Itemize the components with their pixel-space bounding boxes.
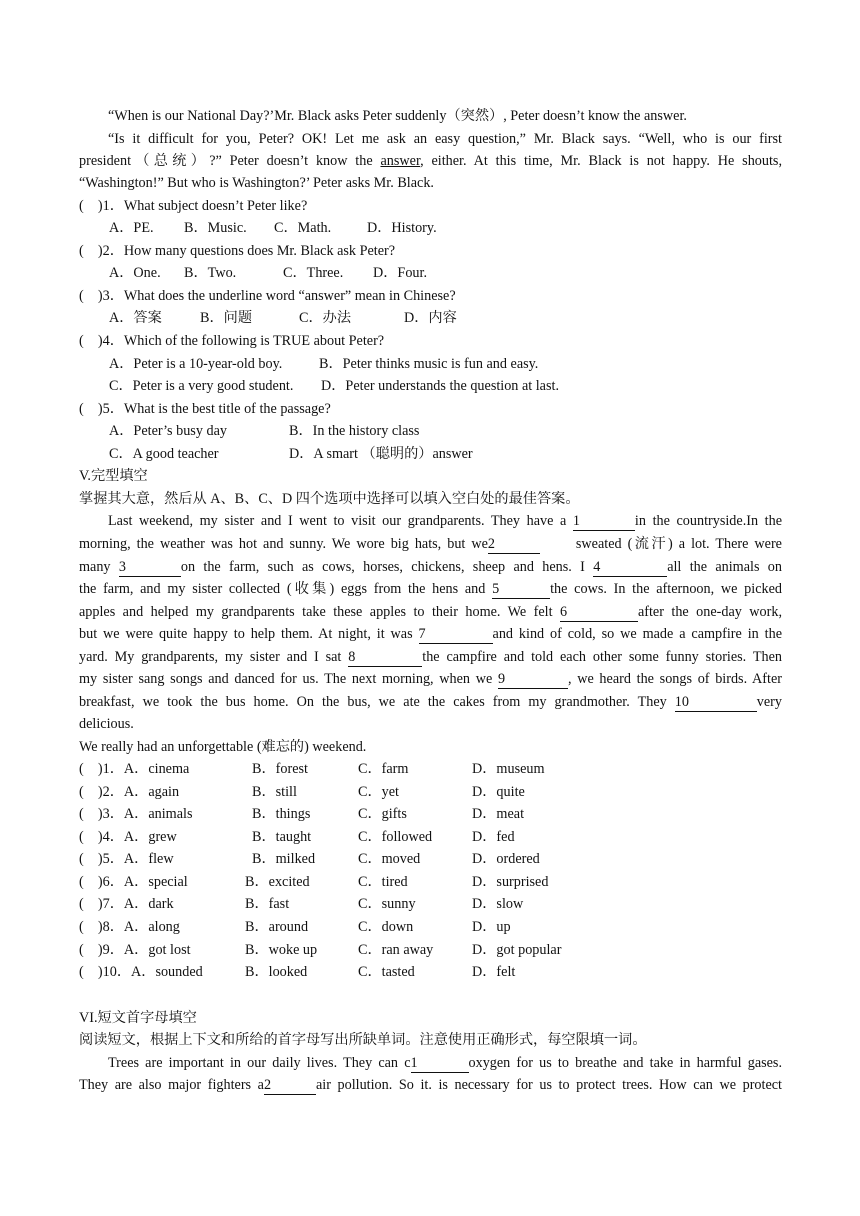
option-c: C．sunny (358, 896, 416, 912)
option-a: ( )8．A．along (79, 919, 180, 935)
option-c: C．down (358, 919, 414, 935)
option-c: C．tasted (358, 964, 415, 980)
option-a: ( )6．A．special (79, 874, 188, 890)
blank: 10 (675, 694, 757, 712)
cloze-question-row (79, 826, 782, 848)
section-heading: VI.短文首字母填空 (79, 1010, 197, 1026)
blank: 8 (348, 649, 422, 667)
option-c: C．farm (358, 761, 409, 777)
blank: 5 (492, 581, 550, 599)
option-d: D．slow (472, 896, 524, 912)
option-d: D．fed (472, 829, 515, 845)
cloze-question-row (79, 871, 782, 893)
question-stem: ( )3．What does the underline word “answer” mean in Chinese? (79, 288, 456, 304)
blank: 6 (560, 604, 638, 622)
cloze-question-row (79, 781, 782, 803)
cloze-line: apples and helped my grandparents take these apples to their home. We felt 6 after the one-day work, (79, 604, 782, 620)
cloze-question-row (79, 848, 782, 870)
option: C．Peter is a very good student. (109, 378, 294, 394)
option-b: B．fast (245, 896, 290, 912)
option: C．A good teacher (109, 446, 219, 462)
option: A．Peter’s busy day (109, 423, 227, 439)
option-d: D．up (472, 919, 511, 935)
option-c: C．followed (358, 829, 433, 845)
option-a: ( )7．A．dark (79, 896, 174, 912)
option-b: B．looked (245, 964, 308, 980)
option-d: D．felt (472, 964, 516, 980)
passage-line: “Washington!” But who is Washington?’ Peter asks Mr. Black. (79, 175, 434, 191)
option: B．Music. (184, 220, 247, 236)
cloze-line: yard. My grandparents, my sister and I sat 8 the campfire and told each other some funny stories. Then (79, 649, 782, 665)
option-b: B．taught (252, 829, 312, 845)
option: B．In the history class (289, 423, 420, 439)
blank: 2 (488, 536, 540, 554)
blank: 9 (498, 671, 568, 689)
option: B．问题 (200, 310, 253, 326)
cloze-line: morning, the weather was hot and sunny. We wore big hats, but we2 sweated (流汗) a lot. There were (79, 536, 782, 552)
option: D．内容 (404, 310, 457, 326)
fill-line: They are also major fighters a2 air pollution. So it. is necessary for us to protect trees. How can we protect (79, 1077, 782, 1093)
option: A．PE. (109, 220, 154, 236)
cloze-line: many 3 on the farm, such as cows, horses, chickens, sheep and hens. I 4 all the animals on (79, 559, 782, 575)
blank: 3 (119, 559, 181, 577)
blank: 1 (411, 1055, 469, 1073)
passage-line: “When is our National Day?’Mr. Black asks Peter suddenly（突然）, Peter doesn’t know the answer. (108, 108, 687, 124)
section-heading: V.完型填空 (79, 468, 148, 484)
option: C．办法 (299, 310, 352, 326)
blank: 7 (419, 626, 493, 644)
option-b: B．woke up (245, 942, 318, 958)
cloze-line: We really had an unforgettable (难忘的) weekend. (79, 739, 367, 755)
option-b: B．forest (252, 761, 308, 777)
passage-line: president（总统）?” Peter doesn’t know the answer, either. At this time, Mr. Black is not happy. He shouts, (79, 153, 782, 169)
option-b: B．excited (245, 874, 310, 890)
option: A．答案 (109, 310, 162, 326)
question-options (79, 375, 782, 397)
option-d: D．got popular (472, 942, 562, 958)
cloze-line: but we were quite happy to help them. At night, it was 7 and kind of cold, so we made a campfire in the (79, 626, 782, 642)
option-d: D．ordered (472, 851, 540, 867)
question-stem: ( )1．What subject doesn’t Peter like? (79, 198, 308, 214)
cloze-question-row (79, 939, 782, 961)
fill-line: Trees are important in our daily lives. They can c1 oxygen for us to breathe and take in harmful gases. (108, 1055, 783, 1071)
question-options (79, 217, 782, 239)
option-a: ( )3．A．animals (79, 806, 193, 822)
option-c: C．gifts (358, 806, 407, 822)
question-stem: ( )2．How many questions does Mr. Black ask Peter? (79, 243, 396, 259)
option-c: C．ran away (358, 942, 434, 958)
question-stem: ( )5．What is the best title of the passage? (79, 401, 331, 417)
option-a: ( )5．A．flew (79, 851, 174, 867)
question-options (79, 262, 782, 284)
cloze-line: the farm, and my sister collected (收集) eggs from the hens and 5 the cows. In the afternoon, we picked (79, 581, 782, 597)
option-d: D．surprised (472, 874, 549, 890)
option-b: B．things (252, 806, 311, 822)
question-options (79, 443, 782, 465)
blank: 4 (593, 559, 667, 577)
option-c: C．yet (358, 784, 399, 800)
cloze-line: Last weekend, my sister and I went to visit our grandparents. They have a 1 in the countryside.In the (108, 513, 782, 529)
cloze-question-row (79, 961, 782, 983)
cloze-line: breakfast, we took the bus home. On the bus, we ate the cakes from my grandmother. They 10 very (79, 694, 782, 710)
option: D．History. (367, 220, 437, 236)
option: A．Peter is a 10-year-old boy. (109, 356, 283, 372)
blank: 1 (573, 513, 635, 531)
cloze-question-row (79, 916, 782, 938)
option: B．Peter thinks music is fun and easy. (319, 356, 539, 372)
cloze-question-row (79, 758, 782, 780)
option-b: B．milked (252, 851, 316, 867)
passage-line: “Is it difficult for you, Peter? OK! Let me ask an easy question,” Mr. Black says. “Well, who is our first (108, 131, 782, 147)
option-b: B．around (245, 919, 309, 935)
cloze-question-row (79, 893, 782, 915)
option-d: D．quite (472, 784, 525, 800)
underlined-word: answer (380, 153, 421, 169)
blank: 2 (264, 1077, 316, 1095)
option: D．A smart （聪明的）answer (289, 446, 473, 462)
option-a: ( )9．A．got lost (79, 942, 191, 958)
option: C．Three. (283, 265, 344, 281)
option-a: ( )2．A．again (79, 784, 180, 800)
option: B．Two. (184, 265, 237, 281)
question-options (79, 307, 782, 329)
section-instruction: 阅读短文，根据上下文和所给的首字母写出所缺单词。注意使用正确形式，每空限填一词。 (79, 1032, 647, 1048)
question-stem: ( )4．Which of the following is TRUE about Peter? (79, 333, 385, 349)
option-c: C．moved (358, 851, 421, 867)
cloze-line: delicious. (79, 716, 134, 732)
option-d: D．meat (472, 806, 525, 822)
cloze-line: my sister sang songs and danced for us. The next morning, when we 9 , we heard the songs of birds. After (79, 671, 782, 687)
option-a: ( )1．A．cinema (79, 761, 190, 777)
option-d: D．museum (472, 761, 545, 777)
question-options (79, 353, 782, 375)
option-a: ( )10．A．sounded (79, 964, 203, 980)
question-options (79, 420, 782, 442)
cloze-question-row (79, 803, 782, 825)
option-b: B．still (252, 784, 297, 800)
option: D．Peter understands the question at last. (321, 378, 559, 394)
option: A．One. (109, 265, 161, 281)
option: C．Math. (274, 220, 332, 236)
option-a: ( )4．A．grew (79, 829, 177, 845)
section-instruction: 掌握其大意，然后从 A、B、C、D 四个选项中选择可以填入空白处的最佳答案。 (79, 491, 580, 507)
option-c: C．tired (358, 874, 408, 890)
option: D．Four. (373, 265, 427, 281)
